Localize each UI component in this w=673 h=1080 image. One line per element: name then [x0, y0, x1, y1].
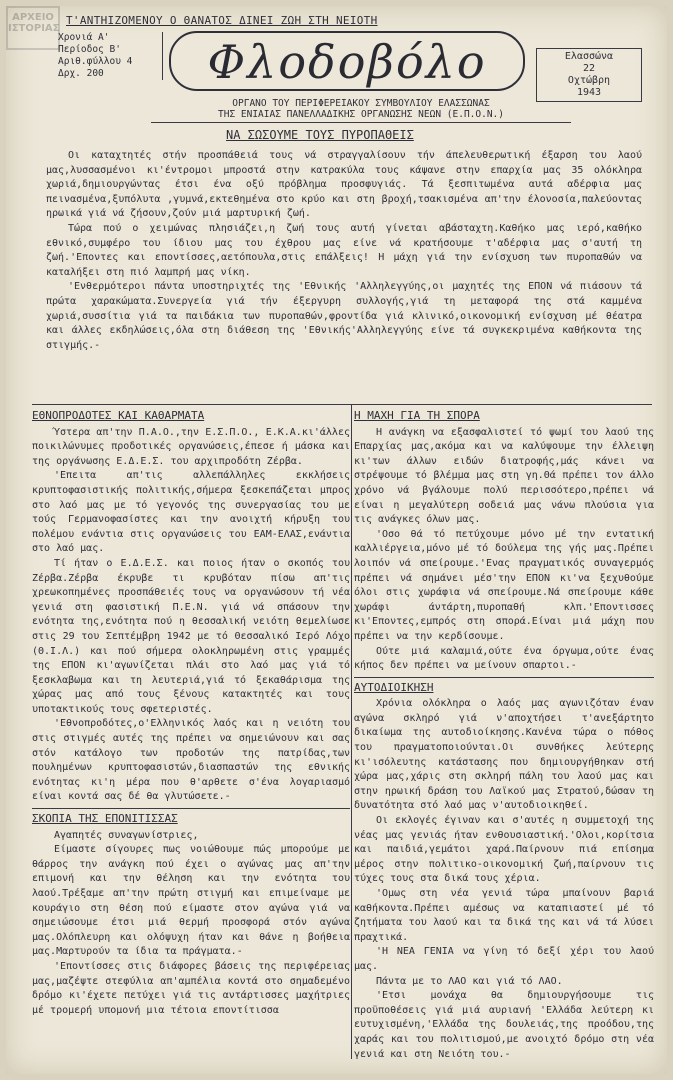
issue-year: Χρονιά Α': [58, 32, 110, 43]
date-year: 1943: [576, 87, 602, 98]
lead-headline: ΝΑ ΣΩΣΟΥΜΕ ΤΟΥΣ ΠΥΡΟΠΑΘΕΙΣ: [226, 128, 414, 142]
section-title: ΣΚΟΠΙΑ ΤΗΣ ΕΠΟΝΙΤΙΣΣΑΣ: [32, 812, 178, 826]
paragraph: Ύστερα απ'την Π.Α.Ο.,την Ε.Σ.Π.Ο., Ε.Κ.Α.κι'άλλες ποικιλώνυμες προδοτικές οργανώσεις,έπεσε ή μάσκα και της οργάνωσης Ε.Δ.Ε.Σ. του αρχιπροδότη Ζέρβα.: [32, 426, 350, 467]
subtitle: [151, 98, 571, 123]
paragraph: Ούτε μιά καλαμιά,ούτε ένα όργωμα,ούτε ένας κήπος δεν πρέπει να μείνουν σπαρτοι.-: [354, 645, 654, 672]
paragraph: Χρόνια ολόκληρα ο λαός μας αγωνιζόταν έναν αγώνα σκληρό γιά ν'αποχτήσει τ'ανεξάρτητο δικαίωμα της αυτοδιοίκησης.Κανένα τώρα ο πόθος του πραγματοποιούνται.Οι συνθήκες λεύτερης κι'ισόλευτης κατάστασης που δημιουργήθηκαν στή χώρα μας,χάρις στη σκληρή πάλη του λαού μας και στην ηρωική δράση του Λαϊκού μας Στρατού,δώσαν τη δυνατότητα στό λαό μας ν'αυτοδιοικηθεί.: [354, 698, 654, 812]
divider: [32, 404, 652, 405]
paragraph: Οι εκλογές έγιναν και σ'αυτές η συμμετοχή της νέας μας γενιάς ήταν ενθουσιαστική.'Ολοι,κορίτσια και παιδιά,γεμάτοι χαρά.Παίρνουν πιά επίσημα μέρος στην πολιτικο-οικονομική ζωή,παίρνουν τις τύχες τους στα δικά τους χέρια.: [354, 815, 654, 885]
column-divider: [351, 404, 352, 1059]
salutation: Αγαπητές συναγωνίστριες,: [54, 829, 199, 841]
paragraph: Οι καταχτητές στήν προσπάθειά τους νά στραγγαλίσουν τήν άπελευθερωτική έξαρση του λαού μας,λυσσασμένοι κι'έντρομοι μπροστά στην κατρακύλα τους κάψανε στην επαρχία μας 35 ολόκληρα χωριά,δημιουργώντας έτσι ένα οξύ πρόβλημα προσφυγιάς. Τά ξεσπιτωμένα αυτά αδέρφια μας πεινασμένα,ξυπόλυτα ,γυμνά,εκτεθημένα στο κρύο και στη βροχή,τσακισμένα απ'την έλονοσία,παλεύοντας ηρωικά γιά νά ζήσουν,ζούν μιά μαρτυρική ζωή.: [46, 150, 642, 220]
paragraph: Τώρα πού ο χειμώνας πλησιάζει,η ζωή τους αυτή γίνεται αβάσταχτη.Καθήκο μας ιερό,καθήκο εθνικό,συμφέρο του ίδιου μας του έχθρου μας είνε νά κρατήσουμε τ'αδέρφια μας σ'αυτή τη ζωή.'Εποντες και εποντίσσες,αετόπουλα,στις επάλξεις! Η μάχη γιά την ενίσχυση των πυροπαθών να καταλήξει στη πιό λαμπρή μας νίκη.: [46, 222, 642, 278]
motto: Τ'ΑΝΤΗΙΖΟΜΕΝΟΥ Ο ΘΑΝΑΤΟΣ ΔΙΝΕΙ ΖΩΗ ΣΤΗ ΝΕΙΟΤΗ: [66, 14, 378, 27]
archive-watermark-logo: [6, 6, 60, 50]
section-title: ΕΘΝΟΠΡΟΔΟΤΕΣ ΚΑΙ ΚΑΘΑΡΜΑΤΑ: [32, 409, 205, 422]
paragraph: Τί ήταν ο Ε.Δ.Ε.Σ. και ποιος ήταν ο σκοπός του Ζέρβα.Ζέρβα έκρυβε τι κρυβόταν πίσω απ'τις χρεωκοπημένες προσπάθειές τους να οργανώσουν τή νέα γενιά στη φασιστική Π.Ε.Ν. γιά νά σπάσουν την ενότητα της,ενότητα πού η θεσσαλική νειότη θεμελίωσε στις 29 του Σεπτέμβρη 1942 με τό Θεσσαλικό Ιερό Λόχο (Θ.Ι.Λ.) και πού σήμερα ολοκληρωμένη στις γραμμές της ΕΠΟΝ κι'αγωνίζεται πλάι στο λαό μας γιά τό ξεσκλαβωμα και τη λευτεριά,γιά τό ξεκαθάρισμα της χώρας μας από τους ξένους κατακτητές και τους υποτακτικούς τους σφετεριστές.: [32, 557, 350, 715]
paragraph: 'Εποντίσσες στις διάφορες βάσεις της περιφέρειας μας,μαζέψτε στεφύλια απ'αμπέλια κοντά στο σημαδεμένο δρόμο κι'έχετε πετύχει γιά τις αντάρτισσες μαχήτριες μέ τρομερή υπομονή μια τέτοια εποντίτισσα: [32, 960, 350, 1016]
paragraph: 'Επειτα απ'τις αλλεπάλληλες εκκλήσεις κρυπτοφασιστικής πολιτικής,σήμερα ξεσκεπάζεται μπρος στο λαό μας με τό γεγονός της συνεργασίας του με τούς Γερμανοφασίστες και την ανοιχτή κήρυξη του πολέμου ενάντια στις οργανώσεις του ΕΑΜ-ΕΛΑΣ,ενάντια στο λαό μας.: [32, 470, 350, 555]
paragraph: Η ανάγκη να εξασφαλιστεί τό ψωμί του λαού της Επαρχίας μας,ακόμα και να καλύψουμε την έλλειψη κι'των άλλων ειδών διατροφής,μάς κάνει να στρέψουμε τό βλέμμα μας στη γη.Θά πρέπει τον άλλο χρόνο νά βγάλουμε πολύ περισσότερο,πρέπει νά είναι η μεγαλύτερη σοδειά μας νάνω πλούσια για τις ανάγκες όλων μας.: [354, 426, 654, 526]
lead-article: [46, 149, 642, 353]
right-column: [354, 409, 654, 1062]
paragraph: 'Οσο θά τό πετύχουμε μόνο μέ την εντατική καλλιέργεια,μόνο μέ τό δούλεμα της γής μας.Πρέπει λοιπόν νά σπείρουμε.'Ενας πραγματικός συναγερμός πρέπει νά σημάνει μέσ'την ΕΠΟΝ κι'να ξεχυθούμε όλοι στις χωράφια νά σπείρουμε.Νά σπείρουμε κάθε χωράφι άντάρτη,πυροπαθή κλπ.'Εποντισσες κι'Εποντες,εμπρός στη σπορά.Είναι μιά μάχη που πρέπει να την κερδίσουμε.: [354, 528, 654, 642]
place: Ελασσώνα: [564, 51, 614, 62]
left-column: [32, 409, 350, 1018]
paragraph: 'Ενθερμότεροι πάντα υποστηριχτές της 'Εθνικής 'Αλληλεγγύης,οι μαχητές της ΕΠΟΝ νά πιάσουν τά πρώτα χαρακώματα.Συνεργεία γιά τήν έξεργυρη συλλογής,γιά τη μεταφορά της στά καμμένα χωριά,συσσίτια γιά τα παιδάκια των πυροπαθών,φροντίδα γιά κλινικό,οικονομική ενίσχυση μέ θέατρα και άλλες εκδηλώσεις,όλα στη διάθεση της 'Εθνικής'Αλληλεγγύης είνε τά συγκεκριμένα καθήκοντα της στιγμής.-: [46, 281, 642, 351]
issue-number: Αριθ.φύλλου 4: [58, 56, 133, 67]
watermark-line: ΑΡΧΕΙΟ: [12, 12, 54, 23]
paragraph: Πάντα με το ΛΑΟ και γιά τό ΛΑΟ.: [376, 975, 563, 987]
paragraph: 'Ετσι μονάχα θα δημιουργήσουμε τις προϋποθέσεις γιά μιά αυριανή 'Ελλάδα λεύτερη κι ευτυχισμένη,'Ελλάδα της δουλειάς,της προόδου,της χαράς και του πολιτισμού,με ανοιχτό δρόμο στη νέα γενιά και στη Νειότη του.-: [354, 990, 654, 1060]
subtitle-line: ΟΡΓΑΝΟ ΤΟΥ ΠΕΡΙΦΕΡΕΙΑΚΟΥ ΣΥΜΒΟΥΛΙΟΥ ΕΛΑΣΣΩΝΑΣ: [232, 98, 490, 109]
date-day: 22: [582, 63, 596, 74]
issue-info: [58, 32, 163, 80]
date-month: Οχτώβρη: [567, 75, 611, 86]
watermark-line: ΙΣΤΟΡΙΑΣ: [8, 23, 60, 34]
subtitle-line: ΤΗΣ ΕΝΙΑΙΑΣ ΠΑΝΕΛΛΑΔΙΚΗΣ ΟΡΓΑΝΩΣΗΣ ΝΕΩΝ (Ε.Π.Ο.Ν.): [218, 109, 504, 120]
paragraph: 'Εθνοπροδότες,ο'Ελληνικός λαός και η νειότη του στις στιγμές αυτές της πρέπει να σημειώνουν και σας στόν κατάλογο των προδοτών της πατρίδας,των πουλημένων κρυπτοφασιστών,διασπαστών της εθνικής ενότητας κι'η μέρα που θ'αρθετε σ'ένα λογαριασμό είναι κοντά σας δέ θα γλυτώσετε.-: [32, 718, 350, 803]
section-title: Η ΜΑΧΗ ΓΙΑ ΤΗ ΣΠΟΡΑ: [354, 409, 480, 422]
paragraph: 'Ομως στη νέα γενιά τώρα μπαίνουν βαριά καθήκοντα.Πρέπει αμέσως να καταπιαστεί μέ τό ζητήματα του λαού και τα δικά της και νά τά λύσει πραχτικά.: [354, 888, 654, 943]
issue-period: Περίοδος Β': [58, 44, 121, 55]
paragraph: 'Η ΝΕΑ ΓΕΝΙΑ να γίνη τό δεξί χέρι του λαού μας.: [354, 946, 654, 972]
paragraph: Είμαστε σίγουρες πως νοιώθουμε πώς μπορούμε με θάρρος την ανάγκη πού έχει ο αγώνας μας απ'την επιμονή και την θέληση και την ενότητα του λαού.Τρέξαμε απ'την πρώτη στιγμή και επιμείναμε με κουράγιο στη θέση πού είμαστε στον αγώνα γιά να σημειώσουμε έτσι μιά θερμή προσφορά στόν αγώνα μας.Ολόπλευρη και ολόψυχη ήταν και θάνε η βοήθεια μας.Μαρτυρούν τα ίδια τα πράγματα.-: [32, 844, 350, 958]
issue-price: Δρχ. 200: [58, 68, 104, 79]
section-title: ΑΥΤΟΔΙΟΙΚΗΣΗ: [354, 680, 434, 694]
place-date-box: [536, 48, 642, 102]
newspaper-page: [6, 6, 667, 1074]
masthead-title: Φλοδοβόλο: [169, 31, 525, 91]
divider: [32, 808, 350, 809]
divider: [354, 677, 654, 678]
